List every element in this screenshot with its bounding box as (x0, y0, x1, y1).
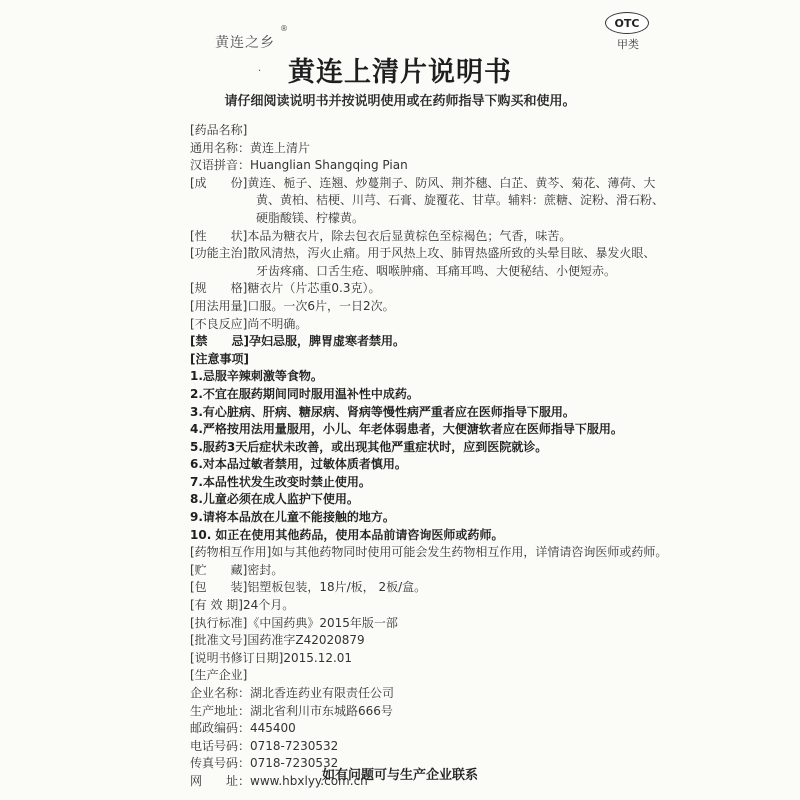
manufacturer-header: [生产企业] (190, 668, 248, 683)
company-name: 企业名称：湖北香连药业有限责任公司 (190, 686, 395, 700)
pinyin-name: 汉语拼音：Huanglian Shangqing Pian (190, 158, 408, 173)
decorative-dot: · (258, 66, 262, 77)
dosage: [用法用量]口服。一次6片，一日2次。 (190, 298, 395, 313)
precaution-item: 7.本品性状发生改变时禁止使用。 (190, 474, 371, 489)
precaution-item: 8.儿童必须在成人监护下使用。 (190, 492, 359, 507)
precaution-item: 4.严格按用法用量服用，小儿、年老体弱患者，大便溏软者应在医师指导下服用。 (190, 422, 623, 437)
footer-contact-note: 如有问题可与生产企业联系 (321, 768, 478, 783)
revision-date: [说明书修订日期]2015.12.01 (190, 650, 353, 665)
executive-standard: [执行标准]《中国药典》2015年版一部 (190, 615, 398, 630)
adverse-reactions: [不良反应]尚不明确。 (190, 316, 308, 331)
indications-line-1: [功能主治]散风清热，泻火止痛。用于风热上攻、肺胃热盛所致的头晕目眩、暴发火眼、 (190, 246, 656, 261)
precaution-item: 9.请将本品放在儿童不能接触的地方。 (190, 510, 395, 525)
contraindications: [禁 忌]孕妇忌服，脾胃虚寒者禁用。 (190, 334, 405, 349)
production-address: 生产地址：湖北省利川市东城路666号 (190, 703, 393, 718)
otc-class-label: 甲类 (617, 38, 639, 51)
properties: [性 状]本品为糖衣片，除去包衣后显黄棕色至棕褐色；气香，味苦。 (190, 228, 572, 243)
precaution-item: 3.有心脏病、肝病、糖尿病、肾病等慢性病严重者应在医师指导下服用。 (190, 404, 575, 419)
validity: [有 效 期]24个月。 (190, 598, 295, 613)
postcode: 邮政编码：445400 (190, 721, 296, 736)
website: 网 址：www.hbxlyy.com.cn (190, 773, 368, 788)
phone-number: 电话号码：0718-7230532 (190, 738, 339, 753)
registered-mark: ® (280, 24, 288, 33)
generic-name: 通用名称：黄连上清片 (190, 140, 311, 155)
page-subtitle: 请仔细阅读说明书并按说明使用或在药师指导下购买和使用。 (224, 94, 576, 109)
page-title: 黄连上清片说明书 (288, 57, 512, 88)
otc-badge: OTC (605, 12, 649, 34)
precautions-header: [注意事项] (190, 351, 249, 366)
approval-number: [批准文号]国药准字Z42020879 (190, 633, 365, 648)
precaution-item: 2.不宜在服药期间同时服用温补性中成药。 (190, 386, 419, 401)
fax-number: 传真号码：0718-7230532 (190, 756, 339, 771)
leaflet-body (190, 122, 715, 791)
drug-interactions: [药物相互作用]如与其他药物同时使用可能会发生药物相互作用，详情请咨询医师或药师。 (190, 545, 668, 560)
ingredients-line-1: [成 份]黄连、栀子、连翘、炒蔓荆子、防风、荆芥穗、白芷、黄芩、菊花、薄荷、大 (190, 175, 656, 190)
storage: [贮 藏]密封。 (190, 562, 284, 577)
ingredients-line-3: 硬脂酸镁、柠檬黄。 (256, 210, 365, 225)
indications-line-2: 牙齿疼痛、口舌生疮、咽喉肿痛、耳痛耳鸣、大便秘结、小便短赤。 (256, 263, 617, 278)
drug-name-header: [药品名称] (190, 123, 248, 137)
ingredients-line-2: 黄、黄柏、桔梗、川芎、石膏、旋覆花、甘草。辅料：蔗糖、淀粉、滑石粉、 (256, 193, 665, 208)
packaging: [包 装]铝塑板包装，18片/板， 2板/盒。 (190, 580, 427, 595)
brand-logo-text: 黄连之乡 (215, 35, 275, 51)
precaution-item: 1.忌服辛辣刺激等食物。 (190, 369, 323, 384)
specification: [规 格]糖衣片（片芯重0.3克）。 (190, 281, 381, 296)
precaution-item: 5.服药3天后症状未改善，或出现其他严重症状时，应到医院就诊。 (190, 439, 548, 454)
precaution-item: 10. 如正在使用其他药品，使用本品前请咨询医师或药师。 (190, 527, 504, 542)
precaution-item: 6.对本品过敏者禁用，过敏体质者慎用。 (190, 457, 407, 472)
